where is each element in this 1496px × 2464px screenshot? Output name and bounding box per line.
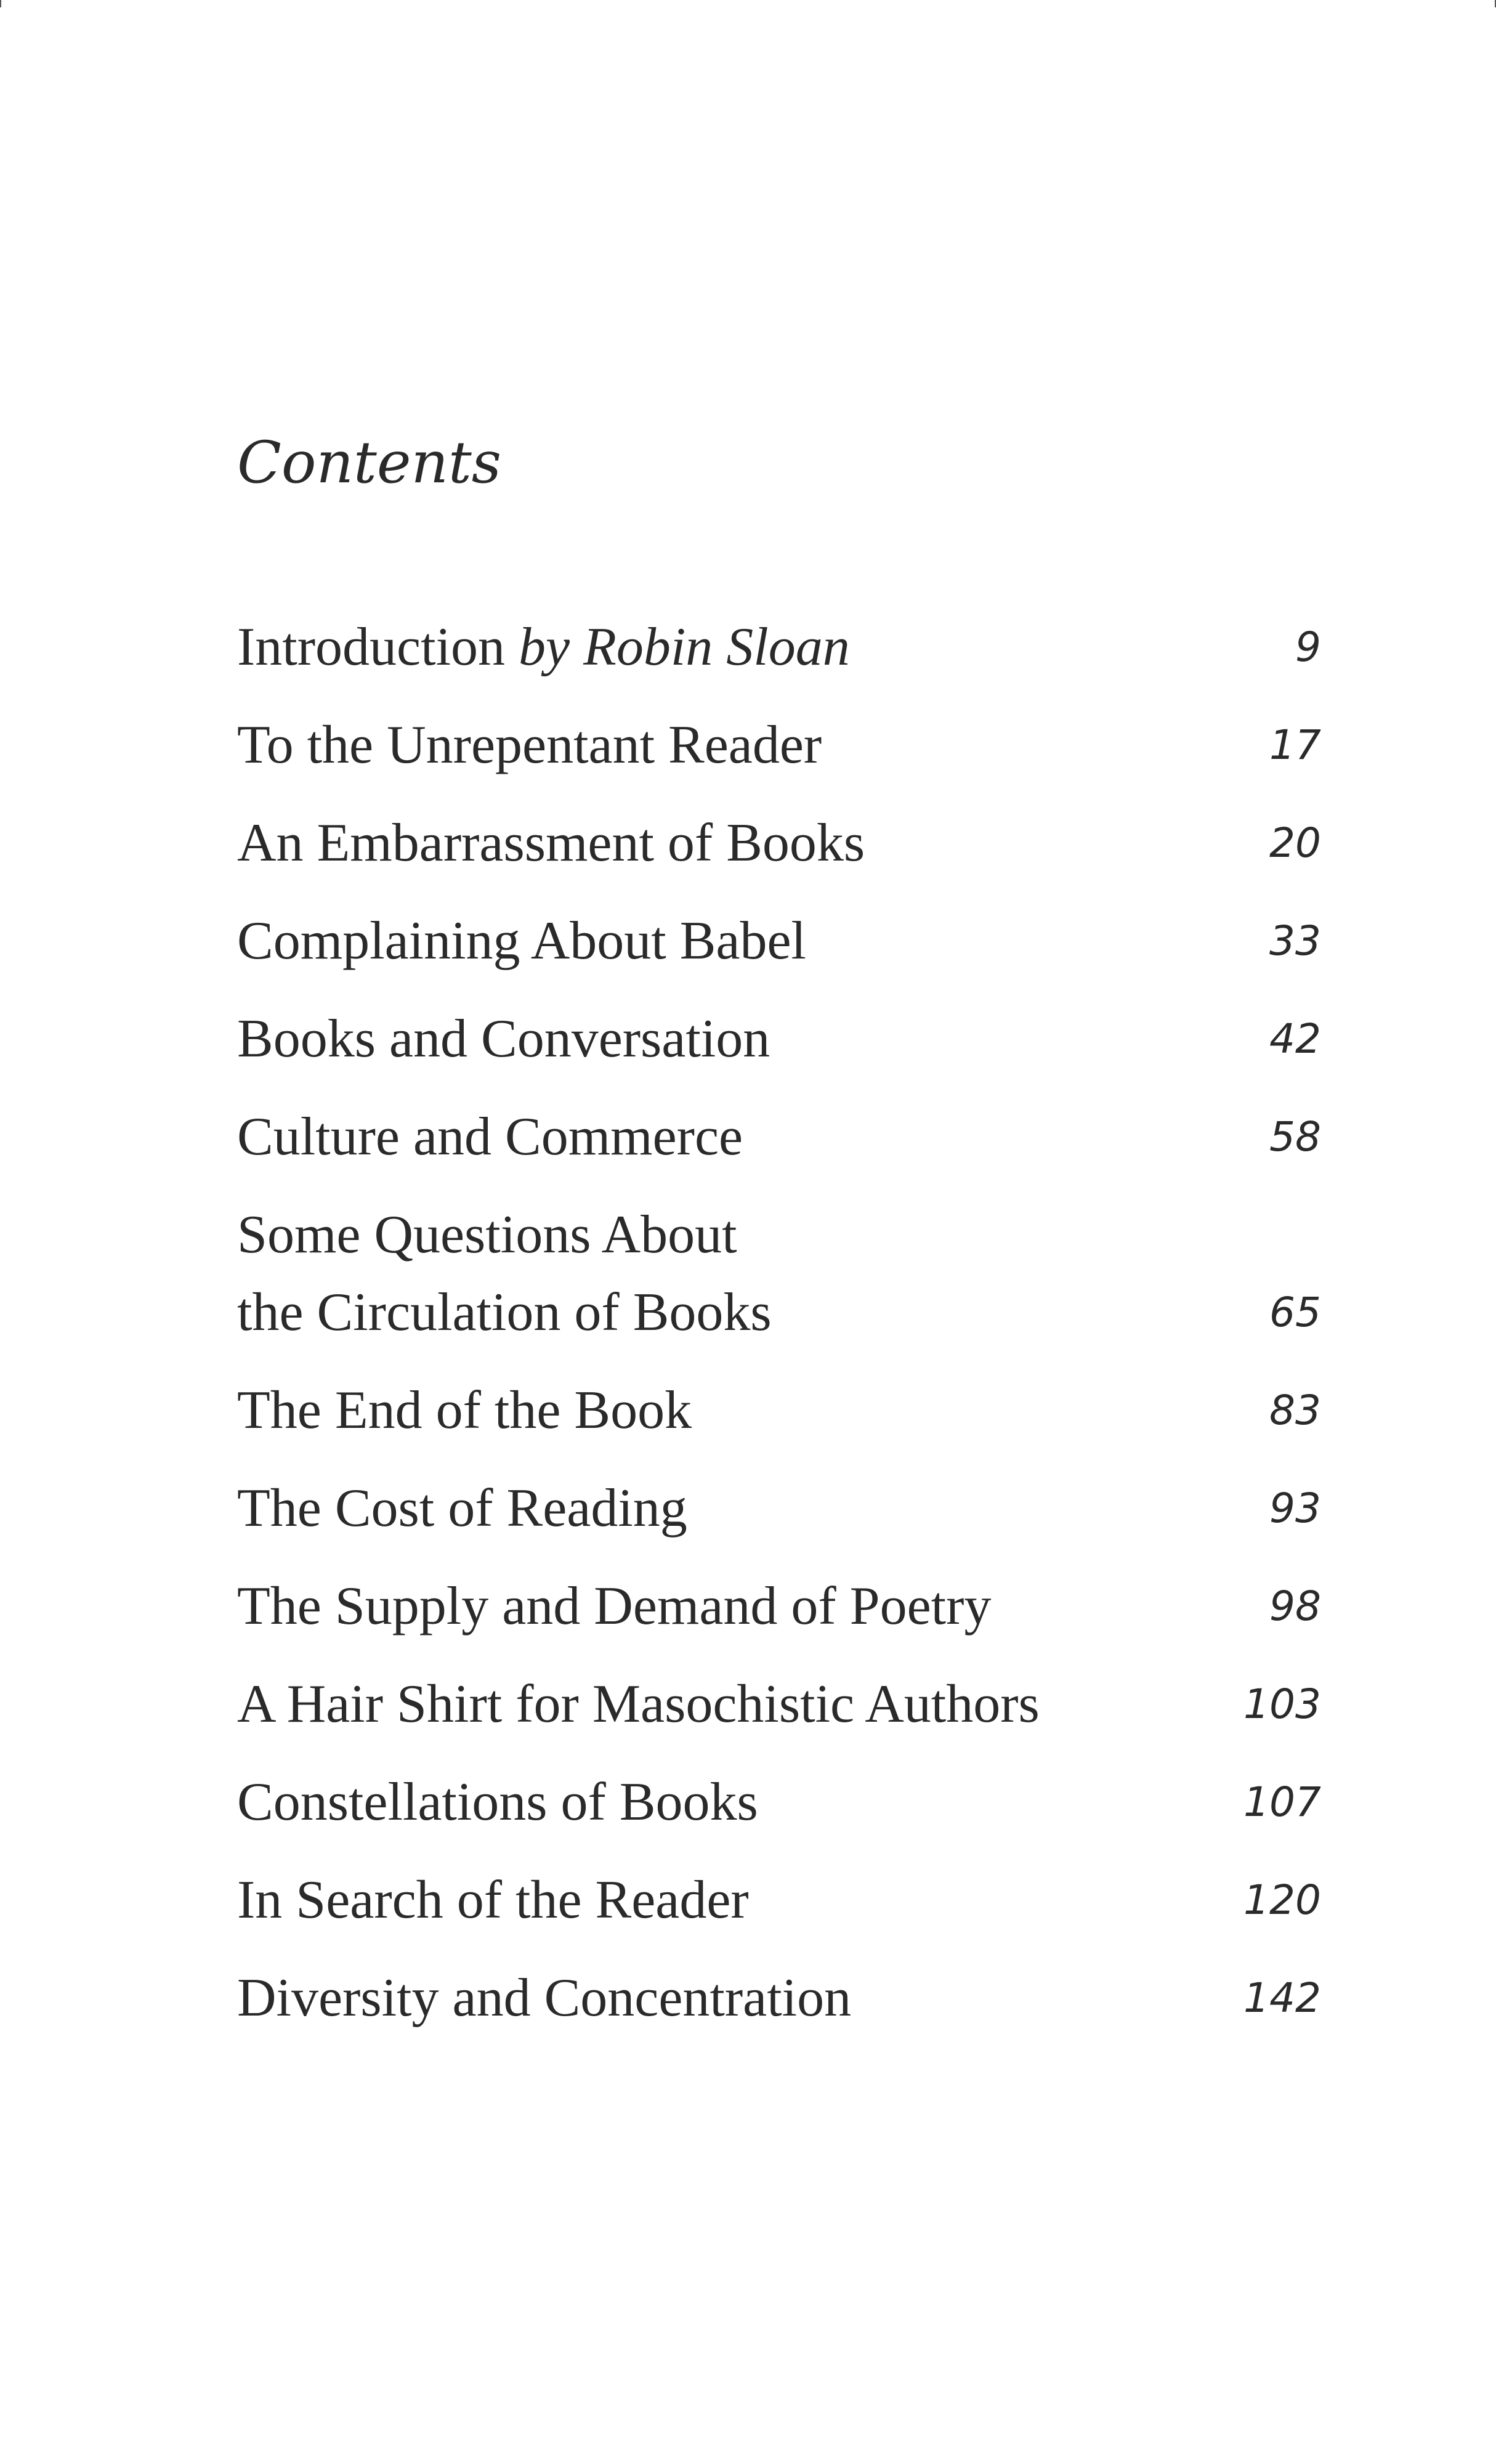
toc-entry-books-and-conversation[interactable]: [237, 992, 1321, 1090]
toc-entry-end-of-the-book[interactable]: [237, 1364, 1321, 1462]
toc-entry-introduction[interactable]: [237, 601, 1321, 699]
toc-entry-title: Complaining About Babel: [237, 911, 806, 971]
toc-entry-page: 83: [1269, 1387, 1321, 1434]
toc-entry-page: 33: [1269, 917, 1321, 965]
toc-entry-constellations-of-books[interactable]: [237, 1756, 1321, 1854]
toc-entry-page: 20: [1269, 819, 1321, 867]
toc-entry-title: [237, 1196, 772, 1364]
toc-entry-in-search-of-the-reader[interactable]: [237, 1854, 1321, 1951]
toc-entry-page: 103: [1243, 1680, 1321, 1728]
toc-entry-page: 142: [1243, 1974, 1321, 2022]
contents-heading: Contents: [237, 429, 502, 496]
toc-entry-page: 17: [1269, 721, 1321, 769]
toc-entry-title: Diversity and Concentration: [237, 1968, 852, 2028]
toc-entry-page: 42: [1269, 1015, 1321, 1063]
crop-mark-left: [0, 0, 1, 7]
toc-entry-page: 58: [1269, 1113, 1321, 1161]
toc-entry-title: Constellations of Books: [237, 1772, 758, 1832]
toc-entry-page: 120: [1243, 1876, 1321, 1924]
toc-entry-hair-shirt[interactable]: [237, 1658, 1321, 1756]
toc-entry-page: 9: [1295, 623, 1321, 671]
toc-entry-byline: by Robin Sloan: [519, 617, 850, 677]
toc-entry-cost-of-reading[interactable]: [237, 1462, 1321, 1560]
toc-entry-title: The End of the Book: [237, 1380, 692, 1440]
toc-entry-title: [237, 609, 850, 699]
toc-entry-title: Books and Conversation: [237, 1009, 770, 1069]
toc-entry-title: Culture and Commerce: [237, 1107, 743, 1167]
toc-entry-title: The Cost of Reading: [237, 1478, 687, 1538]
toc-entry-title: An Embarrassment of Books: [237, 813, 865, 873]
toc-entry-title-text: Introduction: [237, 617, 506, 677]
toc-entry-supply-and-demand-of-poetry[interactable]: [237, 1560, 1321, 1658]
toc-entry-page: 93: [1269, 1485, 1321, 1532]
toc-entry-title: A Hair Shirt for Masochistic Authors: [237, 1674, 1040, 1734]
toc-entry-title: In Search of the Reader: [237, 1870, 749, 1930]
toc-entry-culture-and-commerce[interactable]: [237, 1090, 1321, 1188]
toc-entry-embarrassment-of-books[interactable]: [237, 796, 1321, 894]
toc-entry-diversity-and-concentration[interactable]: [237, 1951, 1321, 2049]
toc-entry-page: 65: [1269, 1289, 1321, 1336]
toc-entry-title-line-1: Some Questions About: [237, 1205, 737, 1265]
toc-entry-title: To the Unrepentant Reader: [237, 715, 822, 775]
toc-entry-page: 107: [1243, 1778, 1321, 1826]
toc-entry-page: 98: [1269, 1583, 1321, 1630]
toc-entry-unrepentant-reader[interactable]: [237, 699, 1321, 796]
toc-entry-title-line-2: the Circulation of Books: [237, 1283, 772, 1342]
table-of-contents: [237, 601, 1321, 2049]
toc-entry-title: The Supply and Demand of Poetry: [237, 1576, 992, 1636]
toc-entry-circulation-of-books[interactable]: [237, 1188, 1321, 1364]
toc-entry-complaining-about-babel[interactable]: [237, 894, 1321, 992]
